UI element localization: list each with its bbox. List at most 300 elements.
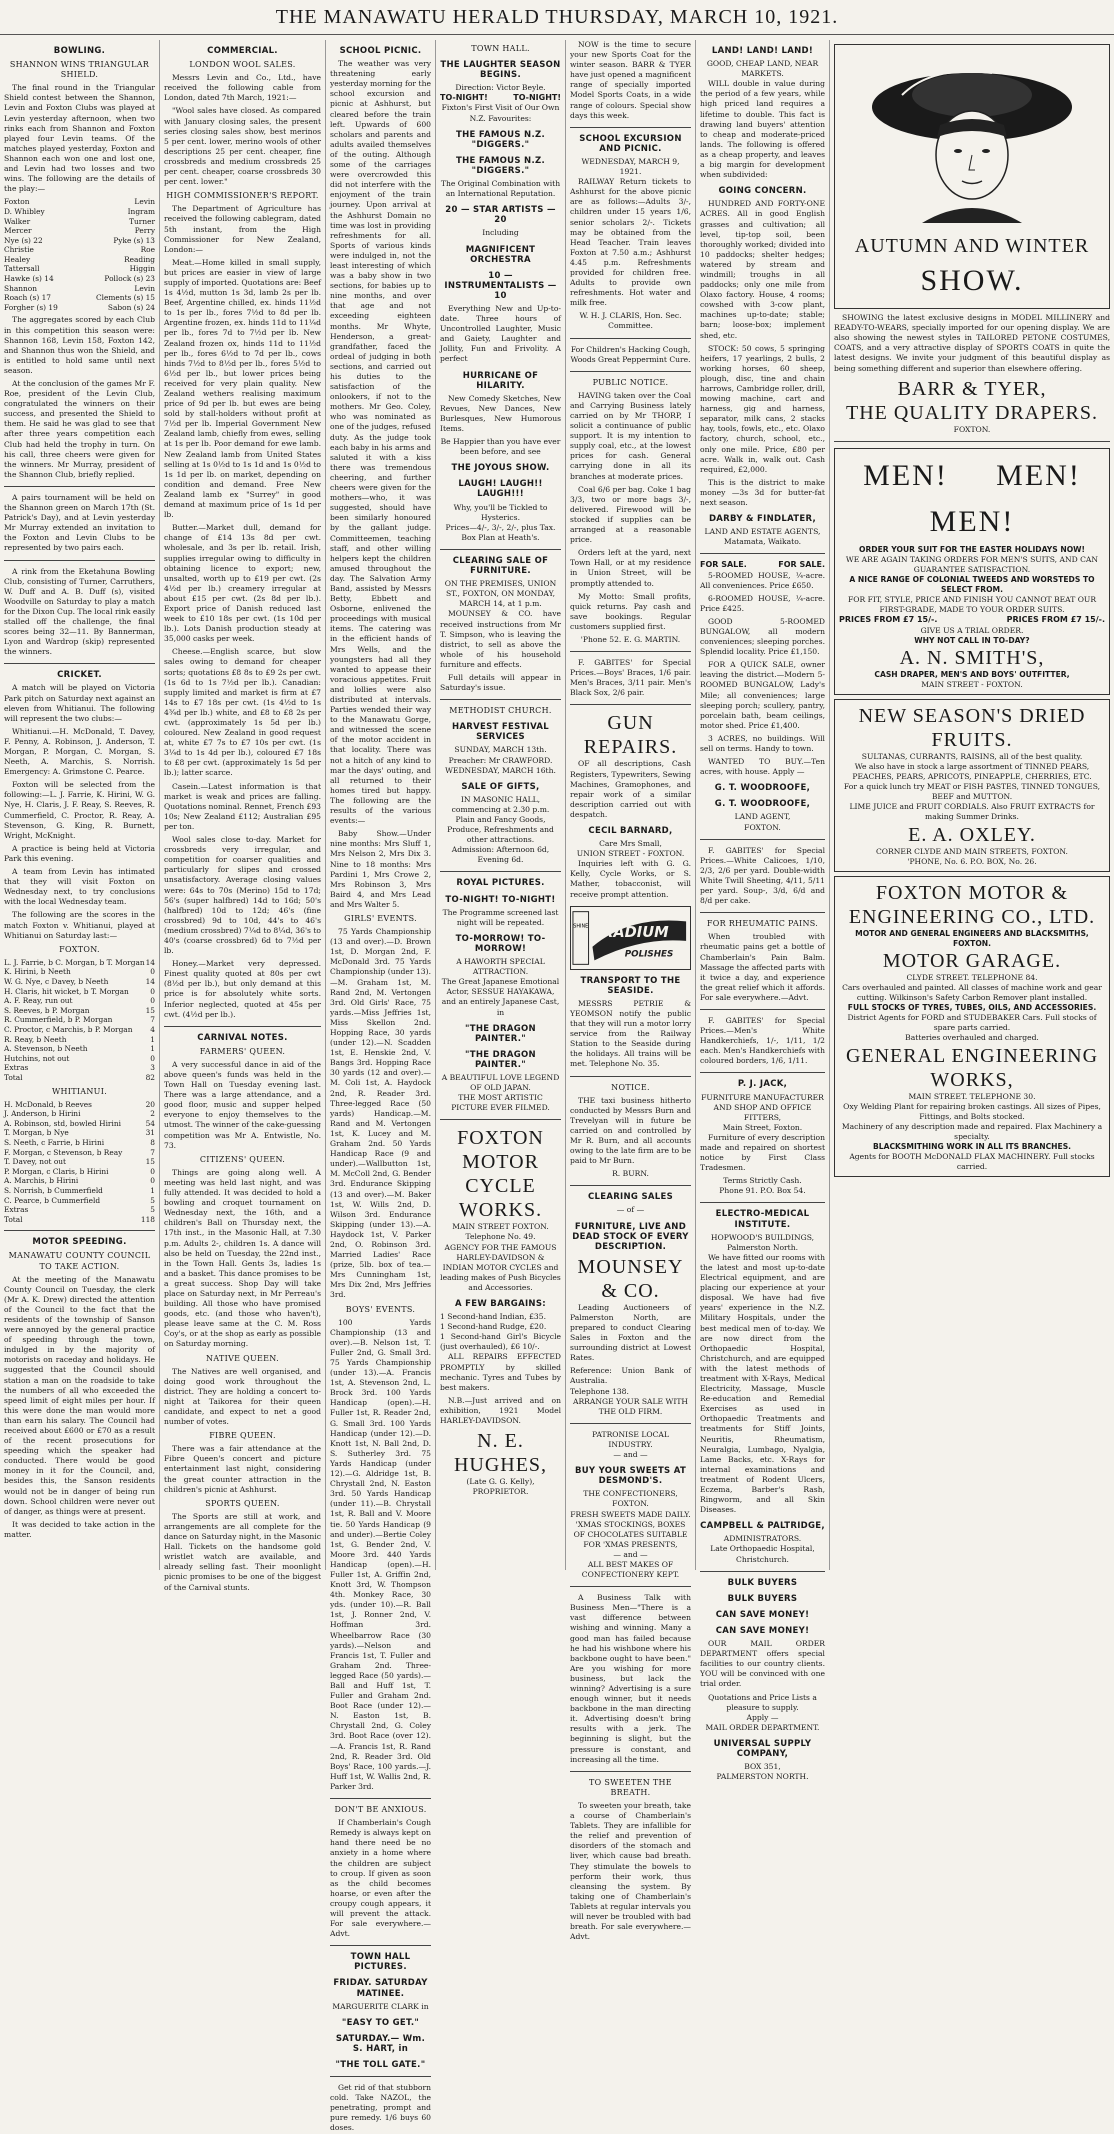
motor-paragraph: It was decided to take action in the matter.	[4, 1519, 155, 1539]
hc-subheading: HIGH COMMISSIONER'S REPORT.	[166, 191, 319, 201]
score-row: A. F. Reay, run out 0	[4, 996, 155, 1006]
bowling-paragraph: At the conclusion of the games Mr F. Roe, president of the Levin Club, congratulated the winners on their success, and presented the Shield to them. He said he was glad to see that after three years competition each Club had held the trophy in turn. On his call, three cheers were given for the winners. Mr Murray, president of the Shannon Club, briefly replied.	[4, 379, 155, 479]
easy-title: "EASY TO GET."	[341, 2017, 420, 2028]
claris-line: W. H. J. CLARIS, Hon. Sec. Committee.	[579, 311, 682, 331]
roster-row: Tattersall Higgin	[4, 264, 155, 274]
arrange-line: ARRANGE YOUR SALE WITH THE OLD FIRM.	[572, 1396, 689, 1416]
prices-row: PRICES FROM £7 15/-. PRICES FROM £7 15/-.	[839, 615, 1105, 625]
furniture-line: FURNITURE, LIVE AND DEAD STOCK OF EVERY DESCRIPTION.	[572, 1221, 689, 1252]
divider	[440, 699, 561, 700]
score-row: T. Morgan, b Nye 31	[4, 1128, 155, 1138]
score-row: T. Davey, not out 15	[4, 1157, 155, 1167]
gifts-line: SALE OF GIFTS,	[461, 781, 540, 792]
roster-row: Hawke (s) 14 Pollock (s) 23	[4, 274, 155, 284]
barnard-name: CECIL BARNARD,	[588, 826, 673, 836]
score-row: R. Cummerfield, b P. Morgan 7	[4, 1015, 155, 1025]
instrumentalists-line: 10 — INSTRUMENTALISTS — 10	[444, 270, 557, 301]
bowling-paragraph: A pairs tournament will be held on the Shannon green on March 17th (St. Patrick's Day), and at Levin yesterday Mr Murray extended an invitation to the Foxton and Levin Clubs to be represented by two pairs each.	[4, 492, 155, 553]
bulk-line: BULK BUYERS	[727, 1593, 798, 1604]
cricket-paragraph: A match will be played on Victoria Park pitch on Saturday next against an eleven from Whitianui. The following will represent the two clubs:—	[4, 683, 155, 723]
corner-line: CORNER CLYDE AND MAIN STREETS, FOXTON.	[876, 846, 1068, 856]
concern-heading: GOING CONCERN.	[718, 186, 807, 197]
bowling-paragraph: The aggregates scored by each Club in this competition this season were: Shannon 168, Levin 158, Foxton 142, and Shannon thus won the Shield, and is entitled to hold same until next season.	[4, 315, 155, 375]
reference-line: Reference: Union Bank of Australia.	[570, 1366, 691, 1386]
men-line: MEN!	[929, 504, 1015, 538]
main-street-line: MAIN STREET FOXTON. Telephone No. 49.	[452, 1222, 549, 1242]
lime-line: LIME JUICE and FRUIT CORDIALS. Also FRUIT EXTRACTS for making Summer Drinks.	[849, 802, 1095, 822]
show-line: SHOW.	[920, 264, 1024, 298]
telephone-line: Telephone 138.	[570, 1386, 629, 1396]
order-line: ORDER YOUR SUIT FOR THE EASTER HOLIDAYS NOW!	[859, 544, 1085, 554]
rheumatic-heading: FOR RHEUMATIC PAINS.	[706, 919, 819, 929]
premises-line: ON THE PREMISES, UNION ST., FOXTON, ON MONDAY, MARCH 14, at 1 p.m.	[444, 579, 557, 609]
roster-row: Shannon Levin	[4, 283, 155, 293]
fresh-line: FRESH SWEETS MADE DAILY. 'XMAS STOCKINGS, BOXES OF CHOCOLATES SUITABLE FOR 'XMAS PRESENTS,	[570, 1509, 691, 1549]
campbell-name: CAMPBELL & PALTRIDGE,	[700, 1521, 825, 1532]
agents-line: District Agents for FORD and STUDEBAKER Cars. Full stocks of spare parts carried.	[847, 1013, 1097, 1033]
divider	[700, 1009, 825, 1010]
smith-name: A. N. SMITH'S,	[899, 646, 1045, 669]
quotations-line: Quotations and Price Lists a pleasure to supply.	[708, 1692, 817, 1712]
score-row: Hutchins, not out 0	[4, 1053, 155, 1063]
clearing-sales: CLEARING SALES	[587, 1192, 674, 1203]
roster-row: Nye (s) 22 Pyke (s) 13	[4, 235, 155, 245]
divider	[570, 1076, 691, 1077]
roster-row: Roach (s) 17 Clements (s) 15	[4, 293, 155, 303]
score-row: S. Norrish, b Cummerfield 1	[4, 1185, 155, 1195]
electro-paragraph: We have fitted our rooms with the latest and most up-to-date Electrical equipment, and are placing our experience at your disposal. We have had five years' experience in the N.Z. Military Hospitals, under the best medical men of to-day. We are now direct from the Orthopaedic Hospital, Christchurch, and are equipped with the latest methods of treatment with X-Rays, Medical Electricity, Massage, Muscle Re-education and Remedial Exercises as used in Orthopaedic Treatments and treatments for Stiff Joints, Neuritis, Rheumatism, Neuralgia, Lumbago, Nyalgia, Lame Backs, etc. X-Rays for internal examinations and treatment of Rodent Ulcers, Eczema, Barber's Rash, Ringworm, and all Skin Diseases.	[700, 1252, 825, 1515]
lady-in-hat-illustration-icon	[839, 55, 1105, 225]
score-row: Extras 5	[4, 1205, 155, 1215]
sunday-line: SUNDAY, MARCH 13th.	[454, 745, 547, 755]
inquiries-paragraph: Inquiries left with G. G. Kelly, Cycle Works, or S. Mather, tobacconist, will receive prompt attention.	[570, 859, 691, 899]
machinery-line: Machinery of any description made and repaired. Flax Machinery a specialty.	[841, 1121, 1103, 1141]
farmers-paragraph: A very successful dance in aid of the above queen's funds was held in the Town Hall on Tuesday evening last. There was a large attendance, and a good floor, music and supper helped everyone to enjoy themselves to the utmost. The winner of the cake-guessing competition was Mr A. Entwistle, No. 73.	[164, 1059, 321, 1150]
oxley-phone-line: 'PHONE, No. 6. P.O. BOX, No. 26.	[907, 856, 1037, 866]
save-line: CAN SAVE MONEY!	[715, 1625, 810, 1636]
all-best-line: ALL BEST MAKES OF CONFECTIONERY KEPT.	[581, 1559, 680, 1580]
care-line: Care Mrs Small,	[599, 839, 662, 849]
harvest-line: HARVEST FESTIVAL SERVICES	[452, 722, 549, 743]
hurricane-line: HURRICANE OF HILARITY.	[462, 370, 539, 391]
barr-foxton: FOXTON.	[953, 424, 991, 434]
picnic-paragraph: 100 Yards Championship (13 and over).—B. Nelson 1st, T. Fuller 2nd, G. Small 3rd. 75 Yards Championship (under 13).—A. Francis 1st, A. Stevenson 2nd, L. Brock 3rd. 100 Yards Handicap (open).—H. Fuller 1st, R. Reader 2nd, G. Small 3rd. 100 Yards Handicap (under 12).—D. Knott 1st, N. Ball 2nd, D. S. Sutherley 3rd. 75 Yards Handicap (under 12).—G. Aldridge 1st, B. Chrystall 2nd, N. Easton 3rd. 50 Yards Handicap (under 11).—B. Chrystall 1st, R. Ball and V. Moore tie. 50 Yards Handicap (9 and under).—Bertie Coley 1st, G. Bender 2nd, V. Moore 3rd. 440 Yards Handicap (open).—H. Fuller 1st, A. Griffin 2nd, Knott 3rd, W. Thompson 4th. Monkey Race, 30 yds. (under 10).—R. Ball 1st, J. Ronner 2nd, V. Hoffman 3rd. Wheelbarrow Race (30 yards).—Nelson and Francis 1st, T. Fuller and Graham 2nd. Three-legged Race (50 yards).—Ball and Huff 1st, T. Fuller and Graham 2nd. Boot Race (under 12).—N. Easton 1st, B. Chrystall 2nd, G. Coley 3rd. Boot Race (over 12).—A. Francis 1st, R. Rand 2nd, R. Reader 3rd. Old Boys' Race, 100 yards.—J. Huff 1st, W. Wallis 2nd, R. Parker 3rd.	[330, 1317, 431, 1791]
joyous-line: THE JOYOUS SHOW.	[451, 463, 550, 474]
director-line: Direction: Victor Beyle.	[455, 83, 546, 93]
score-row: Total 82	[4, 1072, 155, 1082]
confectioners-line: THE CONFECTIONERS, FOXTON.	[583, 1489, 678, 1509]
score-row: L. J. Farrie, b C. Morgan, b T. Morgan 14	[4, 957, 155, 967]
gabites-ad: F. GABITES' for Special Prices.—Boys' Braces, 1/6 pair. Men's Braces, 3/11 pair. Men's Black Sox, 2/6 pair.	[570, 658, 691, 698]
masonic-line: IN MASONIC HALL, commencing at 2.30 p.m.	[451, 794, 550, 814]
roster-row: D. Whibley Ingram	[4, 206, 155, 216]
coal-paragraph: HAVING taken over the Coal and Carrying Business lately carried on by Mr THORP, I solicit a continuance of public support. It is my intention to supply coal, etc., at the lowest prices for cash. General carrying done in all its branches at moderate prices.	[570, 390, 691, 481]
agency-line: AGENCY FOR THE FAMOUS HARLEY-DAVIDSON & INDIAN MOTOR CYCLES and leading makes of Push Bicycles and Accessories.	[440, 1242, 561, 1292]
wool-paragraph: "Wool sales have closed. As compared with January closing sales, the present series closing sales show, best merinos 5 per cent. lower, merino wools of other descriptions 25 per cent. cheaper, fine crossbreds and medium crossbreds 25 per cent. cheaper, coarse crossbreds 30 per cent. lower."	[164, 106, 321, 187]
good-five-listing: GOOD 5-ROOMED BUNGALOW, all modern conveniences; sleeping porches. Splendid locality. Price £1,150.	[700, 616, 825, 657]
box-line: BOX 351,	[744, 1762, 781, 1772]
proprietor-line: PROPRIETOR.	[472, 1487, 529, 1497]
tomorrow-line: TO-MORROW! TO-MORROW!	[455, 933, 546, 954]
welding-line: Oxy Welding Plant for repairing broken castings. All sizes of Pipes, Fittings, and Bolts stocked.	[843, 1101, 1101, 1121]
motor-paragraph: At the meeting of the Manawatu County Council on Tuesday, the clerk (Mr A. K. Drew) directed the attention of the Council to the fact that the residents of the township of Sanson were annoyed by the general practice of speeding through the town, indulged in by the majority of motorists on raceday and holidays. He suggested that the Council should station a man on the roadside to take the numbers of all who exceeded the speed limit of eight miles per hour. If this were done the man would more than earn his salary. The Council had received about £600 or £70 as a result of the recent prosecutions for speeding which the speaker had conducted. There would be good money in it for the Council, and, besides this, the Sanson residents would not be in danger of being run down. School children were never out of danger, as things were at present.	[4, 1274, 155, 1516]
darby-name: DARBY & FINDLATER,	[708, 514, 817, 525]
cricket-paragraph: Foxton will be selected from the following:—L. J. Farrie, K. Hirini, W. G. Nye, H. Claris, J. F. Reay, S. Reeves, R. Cummerfield, C. Proctor, R. Reay, A. Stevenson, G. King, R. Burnett, Wright, McKnight.	[4, 780, 155, 840]
sultanas-line: SULTANAS, CURRANTS, RAISINS, all of the best quality.	[861, 751, 1083, 761]
terms-line: Terms Strictly Cash.	[723, 1176, 802, 1186]
saturday-line: SATURDAY.— Wm. S. HART, in	[335, 2033, 426, 2054]
bargain-item: 1 Second-hand Rudge, £20.	[440, 1322, 547, 1332]
divider	[4, 663, 155, 664]
foxton-motor-engineering-ad	[834, 876, 1110, 1178]
divider	[4, 486, 155, 487]
divider	[440, 871, 561, 872]
prices-line: Prices—4/-, 3/-, 2/-, plus Tax. Box Plan at Heath's.	[445, 522, 556, 542]
divider	[570, 1423, 691, 1424]
divider	[570, 651, 691, 652]
hc-paragraph: Wool sales close to-day. Market for crossbreds very irregular, and competition for coarser qualities and particularly for slipes and crossed unsatisfactory. Average closing values were: 64s to 70s (Merino) 15d to 17d; 56's (super halfbred) 14d to 16d; 50's (halfbred) 10d to 12d; 46's (fine crossbred) 9d to 10d, 44's to 46's (medium crossbred) 7¼d to 8¼d, 36's to 40's (coarse crossbred) 6d to 7½d per lb.	[164, 835, 321, 956]
business-paragraph: A Business Talk with Business Men—"There is a vast difference between wishing and winning. Many a good man has failed because he had his wishbone where his backbone ought to have been." Are you wishing for more business, but lack the winning? Advertising is a sure enough winner, but it needs backbone in the man directing it. Advertising doesn't bring results with a jerk. The beginning is slight, but the pressure is constant, and increasing all the time.	[570, 1593, 691, 1764]
fme-name: FOXTON MOTOR & ENGINEERING CO., LTD.	[848, 881, 1096, 928]
transport-heading: TRANSPORT TO THE SEASIDE.	[580, 975, 681, 996]
score-row: F. Morgan, c Stevenson, b Reay 7	[4, 1147, 155, 1157]
woodroofe-name: G. T. WOODROOFE,	[714, 783, 811, 794]
divider	[330, 2076, 431, 2077]
column-7	[830, 40, 1114, 1570]
particulars-line: Full details will appear in Saturday's issue.	[440, 672, 561, 693]
fme-sub-line: MOTOR AND GENERAL ENGINEERS AND BLACKSMITHS, FOXTON.	[855, 928, 1089, 948]
bargain-item: 1 Second-hand Indian, £35.	[440, 1312, 547, 1322]
roster-row: Forgher (s) 19 Sabon (s) 24	[4, 302, 155, 312]
tinned-line: We also have in stock a large assortment of TINNED PEARS, PEACHES, PEARS, APRICOTS, PINEAPPLE, CHERRIES, ETC.	[852, 761, 1092, 782]
divider	[440, 549, 561, 550]
quick-lunch-line: For a quick lunch try MEAT or FISH PASTES, TINNED TONGUES, BEEF and MUTTON.	[843, 782, 1101, 802]
admission-line: Admission: Afternoon 6d, Evening 6d.	[451, 845, 550, 865]
anxious-paragraph: If Chamberlain's Cough Remedy is always kept on hand there need be no anxiety in a home where the children are subject to croup. If given as soon as the child becomes hoarse, or even after the croupy cough appears, it will prevent the attack. For sale everywhere.—Advt.	[330, 1818, 431, 1939]
full-stocks-line: FULL STOCKS OF TYRES, TUBES, OILS, AND ACCESSORIES.	[847, 1003, 1097, 1013]
score-row: K. Hirini, b Neeth 0	[4, 967, 155, 977]
carnival-heading: CARNIVAL NOTES.	[197, 1032, 288, 1043]
radium-polishes-ad	[570, 906, 691, 970]
union-line: UNION STREET - FOXTON.	[576, 849, 685, 859]
roster-row: Mercer Perry	[4, 226, 155, 236]
garage-name: MOTOR GARAGE.	[882, 949, 1062, 972]
column-2	[160, 40, 326, 1592]
railway-paragraph: RAILWAY Return tickets to Ashhurst for the above picnic are as follows:—Adults 3/-, children under 15 years 1/6, senior scholars 2/-. Tickets may be obtained from the Head Teacher. Train leaves Foxton at 7.50 a.m.; Ashhurst 4.45 p.m. Refreshments provided for children free. Adults to provide own refreshments. Hot water and milk free.	[570, 177, 691, 308]
and-line: — and —	[613, 1549, 648, 1559]
hc-paragraph: Cheese.—English scarce, but slow sales owing to demand for cheaper sorts; quotations £8 8s to £9 2s per cwt. (1s 6d to 1s 7½d per lb.). Canadian: supply limited and market is firm at £7 14s to £7 18s per cwt. (1s 4½d to 1s 4¾d per lb.) white, and £8 to £8 2s per cwt. (approximately 1s 5d per lb.) coloured. New Zealand in good request at, white £7 7s to £7 10s per cwt. (1s 3¼d to 1s 4d per lb.), coloured £7 18s to £8 per cwt. (approximately 1s 5d per lb.); latter scarce.	[164, 647, 321, 778]
laughter-heading: THE LAUGHTER SEASON BEGINS.	[440, 60, 561, 81]
six-room-listing: 6-ROOMED HOUSE, ¼-acre. Price £425.	[700, 593, 825, 613]
score-row: J. Anderson, b Hirini 2	[4, 1109, 155, 1119]
score-row: Total 118	[4, 1214, 155, 1224]
patronise-line: PATRONISE LOCAL INDUSTRY.	[592, 1429, 669, 1449]
score-row: H. Claris, hit wicket, b T. Morgan 0	[4, 986, 155, 996]
divider	[700, 1571, 825, 1572]
score-row: Extras 3	[4, 1063, 155, 1073]
barr-tyer-ad	[834, 44, 1110, 309]
sweeten-paragraph: To sweeten your breath, take a course of Chamberlain's Tablets. They are infallible for the relief and prevention of disorders of the stomach and liver, which cause bad breath. They stimulate the bowels to perform their work, thus cleansing the system. By taking one of Chamberlain's Tablets at regular intervals you will never be troubled with bad breath. For sale everywhere.—Advt.	[570, 1800, 691, 1942]
roster-row: Healey Reading	[4, 254, 155, 264]
land-agent-line: LAND AGENT,	[734, 812, 791, 822]
everything-paragraph: Everything New and Up-to-date. Three hours of Uncontrolled Laughter, Music and Gaiety, Laughter and Jollity, Fun and Frivolity. A perfect	[440, 303, 561, 364]
gen-eng-name: GENERAL ENGINEERING WORKS,	[845, 1044, 1099, 1091]
native-paragraph: The Natives are well organised, and doing good work throughout the district. They are holding a concert to-night at Taikorea for their queen candidate, and expect to net a good number of votes.	[164, 1366, 321, 1427]
oxley-name: E. A. OXLEY.	[908, 823, 1036, 846]
column-6	[696, 40, 830, 1782]
column-1	[0, 40, 160, 1570]
gun-repairs: GUN REPAIRS.	[583, 712, 678, 759]
hopwood-line: HOPWOOD'S BUILDINGS, Palmerston North.	[710, 1232, 815, 1252]
picnic-heading: SCHOOL PICNIC.	[339, 46, 422, 56]
dried-fruits: NEW SEASON'S DRIED FRUITS.	[858, 704, 1086, 751]
excursion-date: WEDNESDAY, MARCH 9, 1921.	[581, 156, 680, 177]
orchestra-line: MAGNIFICENT ORCHESTRA	[465, 244, 536, 265]
cricket-paragraph: A practice is being held at Victoria Park this evening.	[4, 843, 155, 863]
column-3	[326, 40, 436, 2133]
citizens-paragraph: Things are going along well. A meeting was held last night, and was fully attended. It was decided to hold a bowling and croquet tournament on Wednesday next, the 16th, and a children's Ball on Thursday next, the 17th inst., in the Masonic Hall, at 7.30 p.m. Adults 2-, children 1s. A dance will also be held on Tuesday, the 22nd inst., in the Town Hall. Gents 3s, ladies 1s and a basket. This dance promises to be a great success. Shop Day will take place on Saturday next, in Mr Perreau's building. All those who have promised goods, etc. (and those who haven't), please leave same at the C. M. Ross Coy's, or at the shop as early as possible on Saturday morning.	[164, 1167, 321, 1349]
stock-paragraph: STOCK: 50 cows, 5 springing heifers, 17 yearlings, 2 bulls, 2 working horses, 60 sheep, plough, disc, tine and chain harrows, Cambridge roller, drill, mowing machine, cart and harness, gig and harness, separator, milk cans, 2 stacks hay, tools, fowls, etc., etc. Olaxo factory, church, school, etc., only one mile. Price, £80 per acre. Walk in, walk out. Cash required, £2,000.	[700, 343, 825, 474]
score-row: C. Proctor, c Marchis, b P. Morgan 4	[4, 1024, 155, 1034]
roster-row: Foxton Levin	[4, 197, 155, 207]
gen-main-line: MAIN STREET. TELEPHONE 30.	[908, 1091, 1036, 1101]
divider	[570, 371, 691, 372]
of-line: — of —	[616, 1205, 645, 1215]
divider	[164, 1026, 321, 1027]
cricket-paragraph: A team from Levin has intimated that they will visit Foxton on Wednesday next, to try conclusions with the local Wednesday team.	[4, 867, 155, 907]
tonight-row: TO-NIGHT! TO-NIGHT!	[440, 93, 561, 103]
divider	[700, 553, 825, 554]
save-line: CAN SAVE MONEY!	[715, 1609, 810, 1620]
whitianui-label: WHITIANUI.	[51, 1086, 108, 1096]
mail-dept-line: MAIL ORDER DEPARTMENT.	[705, 1722, 820, 1732]
motor-subheading: MANAWATU COUNTY COUNCIL TO TAKE ACTION.	[8, 1251, 151, 1271]
fixtons-line: Fixton's First Visit of Our Own N.Z. Favourites:	[441, 103, 560, 123]
sports-paragraph: The Sports are still at work, and arrangements are all complete for the dance on Saturday night, in the Masonic Hall. Tickets on the handsome gold wristlet watch are available, and already selling fast. Their moonlight picnic promises to be one of the biggest of the Carnival stunts.	[164, 1511, 321, 1592]
repairs-paragraph: ALL REPAIRS EFFECTED PROMPTLY by skilled mechanic. Tyres and Tubes by best makers.	[440, 1352, 561, 1392]
men-row: MEN! MEN!	[863, 458, 1081, 492]
oxley-ad	[834, 699, 1110, 872]
score-row: C. Pearce, b Cummerfield 5	[4, 1195, 155, 1205]
late-line: Late Orthopaedic Hospital, Christchurch.	[710, 1544, 815, 1564]
rheumatic-paragraph: When troubled with rheumatic pains get a bottle of Chamberlain's Pain Balm. Massage the affected parts with it twice a day, and experience the great relief which it affords. For sale everywhere.—Advt.	[700, 932, 825, 1002]
hc-paragraph: Casein.—Latest information is that market is weak and prices are falling. Quotations nominal. Rennet, French £93 10s; New Zealand £112; Australian £95 per ton.	[164, 781, 321, 831]
divider	[834, 441, 1110, 442]
star-artists: 20 — STAR ARTISTS — 20	[445, 205, 556, 226]
smith-main-line: MAIN STREET - FOXTON.	[921, 679, 1023, 689]
hc-paragraph: Meat.—Home killed in small supply, but prices are easier in view of large supply of imported. Quotations are: Beef 1s 4½d, mutton 1s 3d, lamb 2s per lb. Beef, Argentine chilled, ex. hinds 11½d to 1s per lb., fores 7½d to 8d per lb. Argentine frozen, ex. hinds 11d to 11¼d per lb., fores 7d to 7½d per lb. New Zealand frozen ox, hinds 11d to 11½d per lb., fores 6½d to 7d per lb., cows hinds 7½d to 8½d per lb., fores 5½d to 6½d per lb., but lower prices being received for very plain quality. New Zealand wethers realising maximum price of 9d per lb. but ewes are being sold by stall-holders without profit at 7½d per lb. Imperial Government New Zealand lamb, chiefly from ewes, selling at 1s per lb. Poor demand for ewe lamb. New Zealand lamb from United States selling at 1s 0½d to 1s 1d and 1s 0½d to 1s 1d per lb. on market, depending on condition and demand. Free New Zealand lamb ex "Surrey" in good demand at maximum price of 1s 1d per lb.	[164, 257, 321, 520]
great-line: The Great Japanese Emotional Actor, SESSUE HAYAKAWA, and an entirely Japanese Cast, in	[441, 977, 560, 1017]
apply-line: Apply —	[746, 1712, 779, 1722]
five-room-listing: 5-ROOMED HOUSE, ¼-acre. All conveniences. Price £650.	[700, 570, 825, 590]
divider	[570, 1185, 691, 1186]
gabites-ad: F. GABITES' for Special Prices.—Men's White Handkerchiefs, 1/-, 1/11, 1/2 each. Men's Handkerchiefs with coloured borders, 1/6, 1/11.	[700, 1015, 825, 1066]
wool-subheading: LONDON WOOL SALES.	[189, 60, 296, 70]
sweeten-heading: TO SWEETEN THE BREATH.	[589, 1777, 672, 1797]
friday-line: FRIDAY. SATURDAY MATINEE.	[333, 1978, 428, 1999]
men-ad	[834, 448, 1110, 695]
divider	[440, 1119, 561, 1120]
clearing-heading: CLEARING SALE OF FURNITURE.	[452, 555, 549, 577]
royal-pictures: ROYAL PICTURES.	[456, 878, 545, 889]
again-line: WE ARE AGAIN TAKING ORDERS FOR MEN'S SUITS, AND CAN GUARANTEE SATISFACTION.	[845, 554, 1099, 574]
mounsey-name: MOUNSEY & CO.	[577, 1255, 684, 1302]
foxton-scores	[4, 958, 155, 1083]
palmerston-line: PALMERSTON NORTH.	[716, 1772, 809, 1782]
including-line: Including	[482, 228, 519, 238]
programme-line: The Programme screened last night will be repeated.	[442, 907, 559, 927]
bowling-paragraph: The final round in the Triangular Shield contest between the Shannon, Levin and Foxton Clubs was played at Levin yesterday afternoon, when two rinks each from Shannon and Foxton played four Levin teams. Of the matches played yesterday, Foxton and Shannon each won one and lost one, and Levin had two losses and two wins. The following are the details of the play:—	[4, 83, 155, 194]
foxton-label: FOXTON.	[59, 944, 100, 954]
divider	[570, 1586, 691, 1587]
divider	[4, 560, 155, 561]
autumn-line: AUTUMN AND WINTER	[854, 235, 1090, 258]
tollgate-title: "THE TOLL GATE."	[335, 2060, 426, 2070]
score-row: H. McDonald, b Reeves 20	[4, 1099, 155, 1109]
picnic-paragraph: 75 Yards Championship (13 and over).—D. Brown 1st, D. Morgan 2nd, F. McDonald 3rd. 75 Yards Championship (under 13).—M. Graham 1st, M. Rand 2nd, M. Vertongen 3rd. Old Girls' Race, 75 yards.—Miss Jeffries 1st, Miss Skellon 2nd. Hopping Race, 30 yards (under 12).—N. Scadden 1st, E. Henskie 2nd, V. Bangs 3rd. Hopping Race 30 yards (12 and over).—M. Coli 1st, A. Haydock 2nd, R. Reader 3rd. Three-legged Race (50 yards) Handicap.—M. Rand and M. Vertongen 1st, K. Lucey and M. Graham 2nd. 50 Yards Handicap Race (9 and under).—Wallbutton 1st, M. McColl 2nd, G. Bender 3rd. Endurance Skipping (13 and over).—M. Baker 1st, W. Wills 2nd, D. Wilson 3rd. Endurance Skipping (under 13).—A. Haydock 1st, V. Parker 2nd, O. Robinson 3rd. Married Ladies' Race (prize, 5lb. box of tea.—Mrs Cunningham 1st, Mrs Dix 2nd, Mrs Jeffries 3rd.	[330, 927, 431, 1300]
cricket-heading: CRICKET.	[57, 670, 102, 681]
divider	[700, 912, 825, 913]
masthead: THE MANAWATU HERALD THURSDAY, MARCH 10, 1921.	[0, 6, 1114, 35]
boys-subheading: BOYS' EVENTS.	[345, 1304, 416, 1314]
blacksmith-line: BLACKSMITHING WORK IN ALL ITS BRANCHES.	[872, 1142, 1072, 1152]
bowling-paragraph: A rink from the Eketahuna Bowling Club, consisting of Turner, Carruthers, W. Duff and A. B. Duff (s), visited Woodville on Saturday to play a match for the Dixon Cup. The local rink easily stalled off the challenge, the final scores being 32—11. By Bannerman, Lyon and Wardrop (skip) represented the winners.	[4, 566, 155, 657]
range-line: A NICE RANGE OF COLONIAL TWEEDS AND WORSTEDS TO SELECT FROM.	[849, 575, 1095, 595]
score-row: A. Marchis, b Hirini 0	[4, 1176, 155, 1186]
cricket-paragraph: The following are the scores in the match Foxton v. Whitianui, played at Whitianui on Saturday last:—	[4, 910, 155, 940]
mail-paragraph: OUR MAIL ORDER DEPARTMENT offers special facilities to our country clients. YOU will be convinced with one trial order.	[700, 1639, 825, 1689]
artistic-line: THE MOST ARTISTIC PICTURE EVER FILMED.	[451, 1093, 550, 1113]
phone-line: Phone 91. P.O. Box 54.	[719, 1186, 806, 1196]
diggers-line: THE FAMOUS N.Z. "DIGGERS."	[456, 155, 545, 176]
late-line: (Late G. G. Kelly),	[466, 1477, 535, 1487]
wool-paragraph: Messrs Levin and Co., Ltd., have received the following cable from London, dated 7th March, 1921:—	[164, 73, 321, 103]
divider	[570, 704, 691, 705]
column-5	[566, 40, 696, 1942]
trial-line: GIVE US A TRIAL ORDER.	[920, 625, 1024, 635]
nb-paragraph: N.B.—Just arrived and on exhibition, 1921 Model HARLEY-DAVIDSON.	[440, 1395, 561, 1426]
divider	[330, 1945, 431, 1946]
divider	[700, 1072, 825, 1073]
score-row: S. Neeth, c Farrie, b Hirini 8	[4, 1137, 155, 1147]
bulk-line: BULK BUYERS	[727, 1577, 798, 1588]
divider	[700, 1202, 825, 1203]
bowling-subheading: SHANNON WINS TRIANGULAR SHIELD.	[9, 60, 150, 80]
batteries-line: Batteries overhauled and charged.	[905, 1033, 1039, 1043]
bargains-heading: A FEW BARGAINS:	[455, 1299, 546, 1309]
motor-heading: MOTOR SPEEDING.	[32, 1237, 127, 1248]
jack-name: P. J. JACK,	[737, 1079, 788, 1090]
barr-tyer-name: BARR & TYER,	[897, 377, 1047, 400]
electro-heading: ELECTRO-MEDICAL INSTITUTE.	[715, 1209, 810, 1230]
picnic-paragraph: Baby Show.—Under nine months: Mrs Sluff 1, Mrs Nelson 2, Mrs Dix 3. Nine to 18 months: Mrs Pardini 1, Mrs Crowe 2, Mrs Robinson 3, Mrs Baird 4, and Mrs Lead and Mrs Walter 5.	[330, 829, 431, 909]
sports-subheading: SPORTS QUEEN.	[205, 1498, 280, 1508]
now-paragraph: NOW is the time to secure your new Sports Coat for the winter season. BARR & TYER have just opened a magnificent range of specially imported Model Sports Coats, in a wide range of colours. Special show days this week.	[570, 40, 691, 120]
why-not-line: WHY NOT CALL IN TO-DAY?	[914, 635, 1030, 645]
hayworth-line: A HAWORTH SPECIAL ATTRACTION.	[456, 957, 545, 977]
nazol-ad: Get rid of that stubborn cold. Take NAZOL, the penetrating, prompt and pure remedy. 1/6 buys 60 doses.	[330, 2083, 431, 2133]
girls-subheading: GIRLS' EVENTS.	[344, 913, 417, 923]
whitianui-scores	[4, 1100, 155, 1225]
radium-logo-icon	[571, 907, 690, 969]
native-subheading: NATIVE QUEEN.	[206, 1353, 279, 1363]
furniture-mfr-line: FURNITURE MANUFACTURER AND SHOP AND OFFICE FITTERS,	[701, 1092, 824, 1122]
notice-heading: NOTICE.	[611, 1082, 650, 1092]
public-notice: PUBLIC NOTICE.	[592, 377, 669, 387]
woodroofe-name: G. T. WOODROOFE,	[714, 799, 811, 810]
column-4	[436, 40, 566, 1570]
beautiful-line: A BEAUTIFUL LOVE LEGEND OF OLD JAPAN.	[441, 1072, 560, 1093]
jack-main-line: Main Street, Foxton.	[722, 1122, 803, 1132]
fit-line: FOR FIT, STYLE, PRICE AND FINISH YOU CANNOT BEAT OUR FIRST-GRADE, MADE TO YOUR ORDER SUITS.	[847, 595, 1097, 615]
motto-paragraph: My Motto: Small profits, quick returns. Pay cash and save bookings. Regular customers supplied first.	[570, 591, 691, 631]
hc-paragraph: Butter.—Market dull, demand for change of £14 13s 8d per cwt. wholesale, and 3s per lb. retail. Irish, supplies irregular owing to difficulty in obtaining licence to export; new, unsalted, worth up to £19 per cwt. (2s 4½d per lb.) creamery irregular at about £15 per cwt. (2s 8d per lb.). Export price of Danish reduced last week to £10 18s per cwt. (1s 10d per lb.). Lots Danish production steady at 35,000 casks per week.	[164, 523, 321, 644]
score-row: A. Robinson, std, bowled Hirini 54	[4, 1118, 155, 1128]
gabites-ad: F. GABITES' for Special Prices.—White Calicoes, 1/10, 2/3, 2/6 per yard. Double-width White Twill Sheeting, 4/11, 5/11 per yard. Soup-, 3/d, 6/d and 8/d per cake.	[700, 845, 825, 906]
ideal-line: This is the district to make money —3s 3d for butter-fat next season.	[700, 477, 825, 508]
svg-text:POLISHES: POLISHES	[624, 949, 674, 960]
mounsey-paragraph: MOUNSEY & CO. have received instructions from Mr T. Simpson, who is leaving the district, to sell as above the whole of his household furniture and effects.	[440, 609, 561, 669]
cricket-paragraph: Whitianui.—H. McDonald, T. Davey, F. Penny, A. Robinson, J. Anderson, T. Morgan, P. Morgan, C. Morgan, S. Neeth, A. Marchis, S. Norrish. Emergency: A. Grimstone C. Pearce.	[4, 726, 155, 777]
comedy-paragraph: New Comedy Sketches, New Revues, New Dances, New Burlesques, New Humorous Items.	[440, 393, 561, 433]
jack-paragraph: Furniture of every description made and repaired on shortest notice by First Class Tradesmen.	[700, 1132, 825, 1173]
martin-line: 'Phone 52. E. G. MARTIN.	[580, 634, 681, 644]
cash-draper-line: CASH DRAPER, MEN'S AND BOYS' OUTFITTER,	[874, 669, 1070, 679]
gun-paragraph: OF all descriptions, Cash Registers, Typewriters, Sewing Machines, Gramophones, and repair work of a similar description carried out with despatch.	[570, 759, 691, 819]
citizens-subheading: CITIZENS' QUEEN.	[199, 1154, 286, 1164]
commercial-heading: COMMERCIAL.	[207, 46, 278, 56]
booth-line: Agents for BOOTH McDONALD FLAX MACHINERY. Full stocks carried.	[849, 1152, 1095, 1172]
tonight-royal: TO-NIGHT! TO-NIGHT!	[445, 894, 556, 905]
marguerite-line: MARGUERITE CLARK in	[332, 2001, 429, 2011]
dragon-line: "THE DRAGON PAINTER."	[465, 1023, 536, 1044]
fibre-paragraph: There was a fair attendance at the Fibre Queen's concert and picture entertainment last night, considering the great counter attraction in the children's picnic at Ashhurst.	[164, 1444, 321, 1494]
land-agents-line: LAND AND ESTATE AGENTS, Matamata, Waikato.	[704, 527, 821, 547]
score-row: P. Morgan, c Claris, b Hirini 0	[4, 1166, 155, 1176]
preacher-line: Preacher: Mr CRAWFORD.	[448, 755, 553, 765]
fibre-subheading: FIBRE QUEEN.	[209, 1431, 276, 1441]
original-line: The Original Combination with an International Reputation.	[440, 179, 561, 199]
quick-sale-listing: FOR A QUICK SALE, owner leaving the district.—Modern 5-ROOMED BUNGALOW, Lady's Mile; all conveniences; large sleeping porch; scullery, pantry, porcelain bath, beam ceilings, motor shed. Price £1,400.	[700, 660, 825, 730]
town-hall-pictures: TOWN HALL PICTURES.	[350, 1952, 411, 1973]
excursion-heading: SCHOOL EXCURSION AND PICNIC.	[579, 133, 682, 154]
dragon-line: "THE DRAGON PAINTER."	[465, 1049, 536, 1070]
wanted-listing: WANTED TO BUY.—Ten acres, with house. Apply —	[700, 757, 825, 777]
hundred-paragraph: HUNDRED AND FORTY-ONE ACRES. All in good English grasses and cultivation; all level, tip-top soil, been thoroughly worked; divided into 10 paddocks; shelter hedges; watered by stream and windmill; troughs in all paddocks; only one mile from Olaxo factory. House, 4 rooms; cowshed with 3-cow plant, machines up-to-date; stable; barn; loose-box; implement shed, etc.	[700, 199, 825, 340]
town-hall-label: TOWN HALL.	[471, 44, 530, 53]
coal-prices: Coal 6/6 per bag. Coke 1 bag 3/3, two or more bags 3/-, delivered. Firewood will be stocked if supplies can be arranged at a reasonable price.	[570, 484, 691, 545]
methodist-line: METHODIST CHURCH.	[449, 706, 552, 716]
taxi-paragraph: THE taxi business hitherto conducted by Messrs Burn and Trevelyan will in future be carried on and controlled by Mr R. Burn, and all accounts owing to the late firm are to be paid to Mr Burn.	[570, 1095, 691, 1166]
bowling-heading: BOWLING.	[53, 46, 106, 56]
score-row: S. Reeves, b P. Morgan 15	[4, 1005, 155, 1015]
hacking-line: For Children's Hacking Cough, Woods Great Peppermint Cure.	[570, 344, 691, 364]
happier-line: Be Happier than you have ever been before, and see	[440, 437, 561, 457]
why-line: Why, you'll be Tickled to Hysterics.	[453, 502, 548, 522]
svg-text:SHINE: SHINE	[573, 922, 589, 929]
bowling-roster	[4, 197, 155, 312]
hc-paragraph: Honey.—Market very depressed. Finest quality quoted at 80s per cwt (8½d per lb.), but only demand at this price is for absolutely white sorts. Inferior neglected, quoted at 45s per cwt. (4½d per lb.).	[164, 959, 321, 1019]
three-acres-listing: 3 ACRES, no buildings. Will sell on terms. Handy to town.	[700, 733, 825, 753]
showing-paragraph: SHOWING the latest exclusive designs in MODEL MILLINERY and READY-TO-WEARS, specially imported for our opening display. We are also showing the newest styles in TAILORED PETONE COSTUMES, COATS, and a very attractive display of SPORTS COATS in quite the latest designs. We invite your judgment of this beautiful display as being something different and superior than elsewhere offering.	[834, 313, 1110, 373]
score-row: R. Reay, b Neeth 1	[4, 1034, 155, 1044]
svg-text:RADIUM: RADIUM	[602, 923, 669, 941]
foxton-line: FOXTON.	[744, 822, 781, 832]
laugh-line: LAUGH! LAUGH!! LAUGH!!!	[458, 479, 543, 500]
anxious-subheading: DON'T BE ANXIOUS.	[334, 1805, 427, 1815]
will-paragraph: WILL double in value during the period of a few years, while high priced land requires a lifetime to double. This fact is drawing land buyers' attention to cheap and moderate-priced lands. The following is offered as a cheap property, and leaves a big margin for development when subdivided:	[700, 79, 825, 180]
land-heading: LAND! LAND! LAND!	[711, 46, 814, 56]
